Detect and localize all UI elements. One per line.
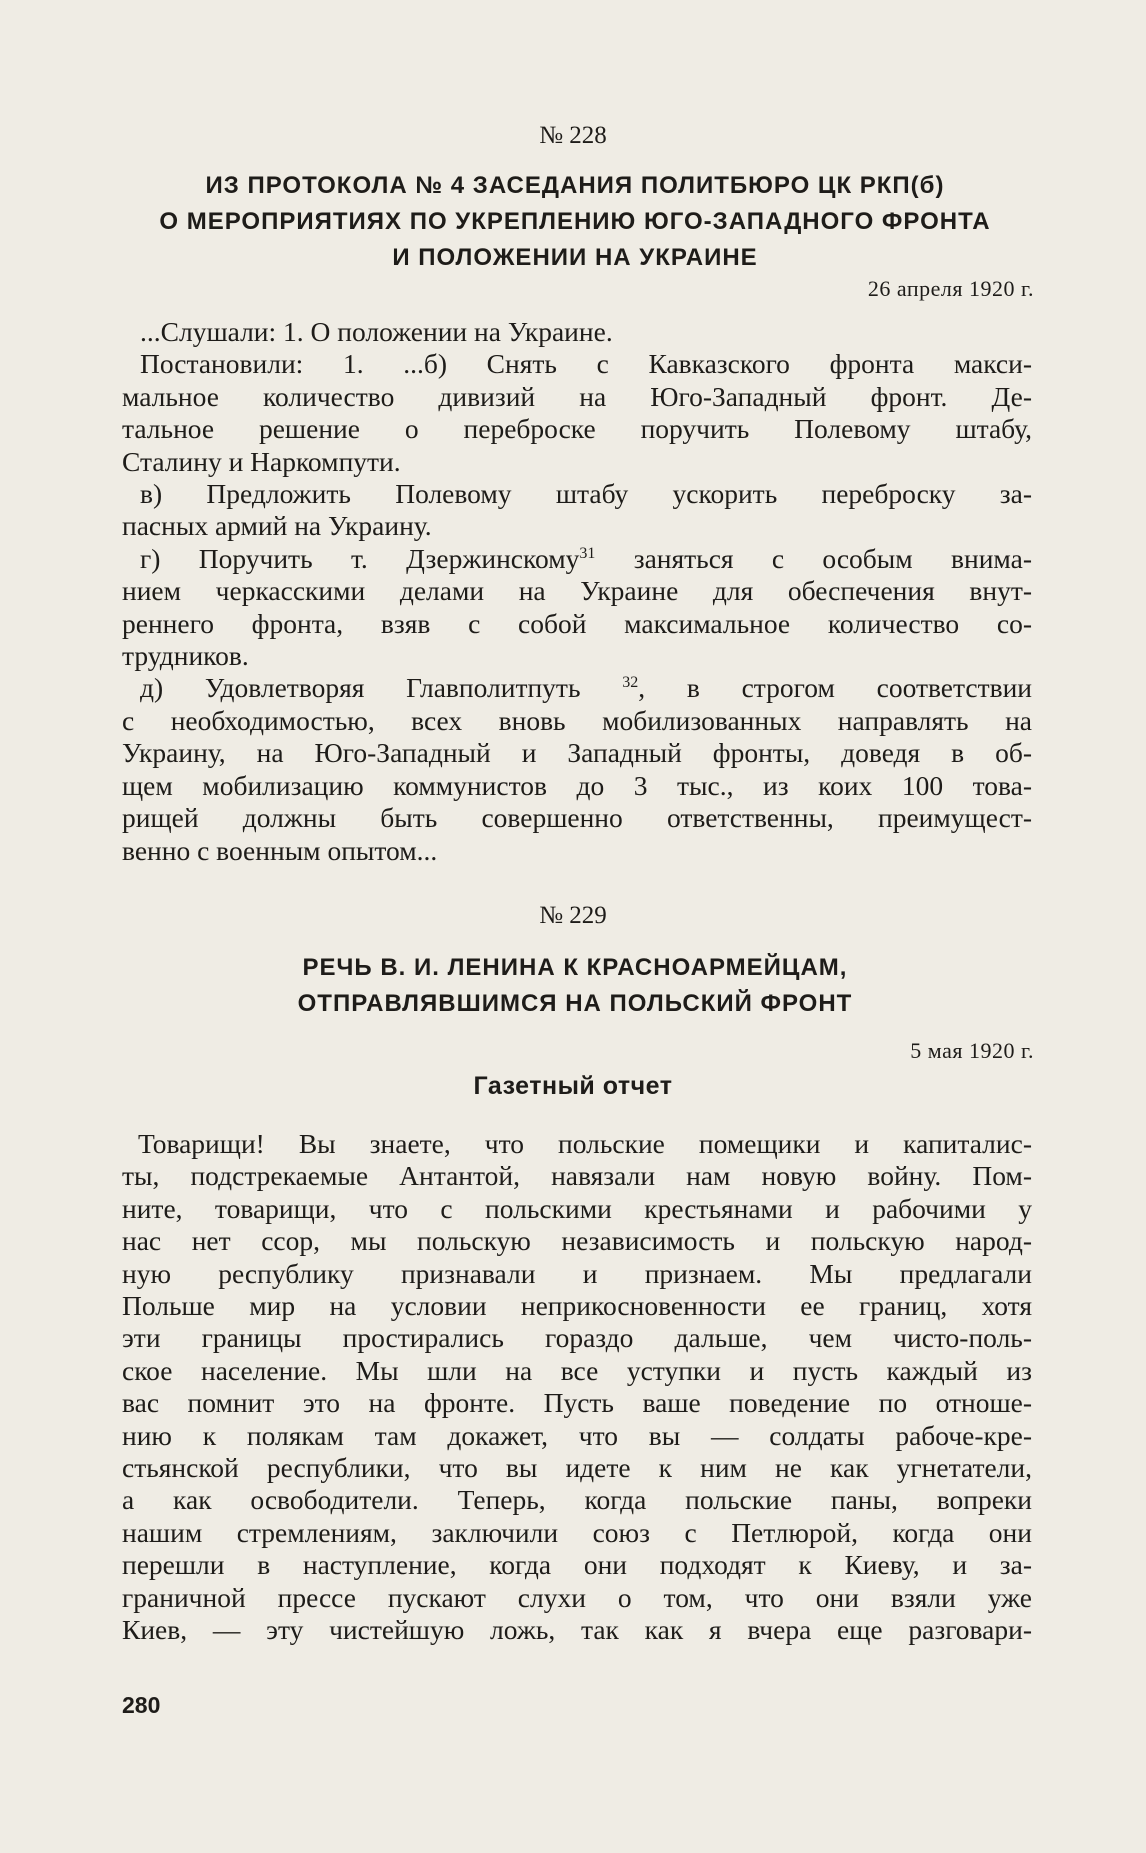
body-line: мальное количество дивизий на Юго-Западный фронт. Де- [122,380,1032,412]
body-line: Украину, на Юго-Западный и Западный фронты, доведя в об- [122,737,1032,769]
body-line: ную республику признавали и признаем. Мы предлагали [122,1257,1032,1289]
doc-229-subtitle: Газетный отчет [473,1072,673,1100]
body-line-end: заняться с особым внима- [633,542,1033,574]
body-line: Постановили: 1. ...б) Снять с Кавказского фронта макси- [140,348,1032,380]
body-line: Товарищи! Вы знаете, что польские помещики и капиталис- [138,1128,1032,1159]
body-line: пасных армий на Украину. [122,510,432,542]
body-line: нашим стремлениям, заключили союз с Петлюрой, когда они [122,1516,1032,1548]
body-line: ните, товарищи, что с польскими крестьянами и рабочими у [122,1192,1032,1224]
doc-228-title-line: И ПОЛОЖЕНИИ НА УКРАИНЕ [392,244,758,271]
body-line: перешли в наступление, когда они подходят к Киеву, и за- [122,1549,1032,1581]
footnote-ref-31[interactable]: 31 [579,544,596,562]
body-line: тальное решение о переброске поручить Полевому штабу, [122,413,1032,445]
doc-228-date: 26 апреля 1920 г. [867,276,1034,301]
body-line [122,543,1032,575]
body-line: ...Слушали: 1. О положении на Украине. [140,316,613,347]
doc-228-number: № 228 [539,122,607,149]
doc-228-body [122,316,1032,867]
doc-228-title-line: ИЗ ПРОТОКОЛА № 4 ЗАСЕДАНИЯ ПОЛИТБЮРО ЦК РКП(б) [205,172,945,199]
page-number: 280 [122,1692,161,1718]
doc-229-title-line: РЕЧЬ В. И. ЛЕНИНА К КРАСНОАРМЕЙЦАМ, [302,954,848,981]
body-line: трудников. [122,640,249,672]
doc-229-body [122,1128,1032,1647]
body-line: нием черкасскими делами на Украине для обеспечения внут- [122,575,1032,607]
body-line [122,672,1032,704]
doc-228-title [95,168,1055,276]
body-line: ты, подстрекаемые Антантой, навязали нам новую войну. Пом- [122,1160,1032,1192]
doc-229-number: № 229 [539,902,607,929]
body-line: нию к полякам там докажет, что вы — солдаты рабоче-кре- [122,1419,1032,1451]
footnote-ref-32[interactable]: 32 [622,674,639,692]
body-line: а как освободители. Теперь, когда польские паны, вопреки [122,1484,1032,1516]
body-line-start: г) Поручить т. Дзержинскому [140,542,580,574]
body-line: щем мобилизацию коммунистов до 3 тыс., из коих 100 това- [122,769,1032,801]
body-line: ское население. Мы шли на все уступки и пусть каждый из [122,1354,1032,1386]
body-line: реннего фронта, взяв с собой максимальное количество со- [122,607,1032,639]
body-line-end: , в строгом соответствии [638,672,1033,704]
doc-228-title-line: О МЕРОПРИЯТИЯХ ПО УКРЕПЛЕНИЮ ЮГО-ЗАПАДНОГО ФРОНТА [159,208,991,235]
body-line: Сталину и Наркомпути. [122,445,401,477]
body-line: в) Предложить Полевому штабу ускорить переброску за- [140,478,1032,510]
body-line: эти границы простирались гораздо дальше, чем чисто-поль- [122,1322,1032,1354]
body-line-start: д) Удовлетворяя Главполитпуть [140,672,581,704]
body-line: граничной прессе пускают слухи о том, что они взяли уже [122,1581,1032,1613]
body-line: Киев, — эту чистейшую ложь, так как я вчера еще разговари- [122,1614,1032,1646]
doc-229-date: 5 мая 1920 г. [910,1038,1034,1063]
body-line: стьянской республики, что вы идете к ним не как угнетатели, [122,1452,1032,1484]
body-line: нас нет ссор, мы польскую независимость и польскую народ- [122,1225,1032,1257]
body-line: вас помнит это на фронте. Пусть ваше поведение по отноше- [122,1387,1032,1419]
doc-229-title-line: ОТПРАВЛЯВШИМСЯ НА ПОЛЬСКИЙ ФРОНТ [297,990,853,1017]
body-line: Польше мир на условии неприкосновенности ее границ, хотя [122,1290,1032,1322]
doc-229-title [95,950,1055,1022]
body-line: с необходимостью, всех вновь мобилизованных направлять на [122,704,1032,736]
body-line: венно с военным опытом... [122,834,438,866]
body-line: рищей должны быть совершенно ответственны, преимущест- [122,802,1032,834]
